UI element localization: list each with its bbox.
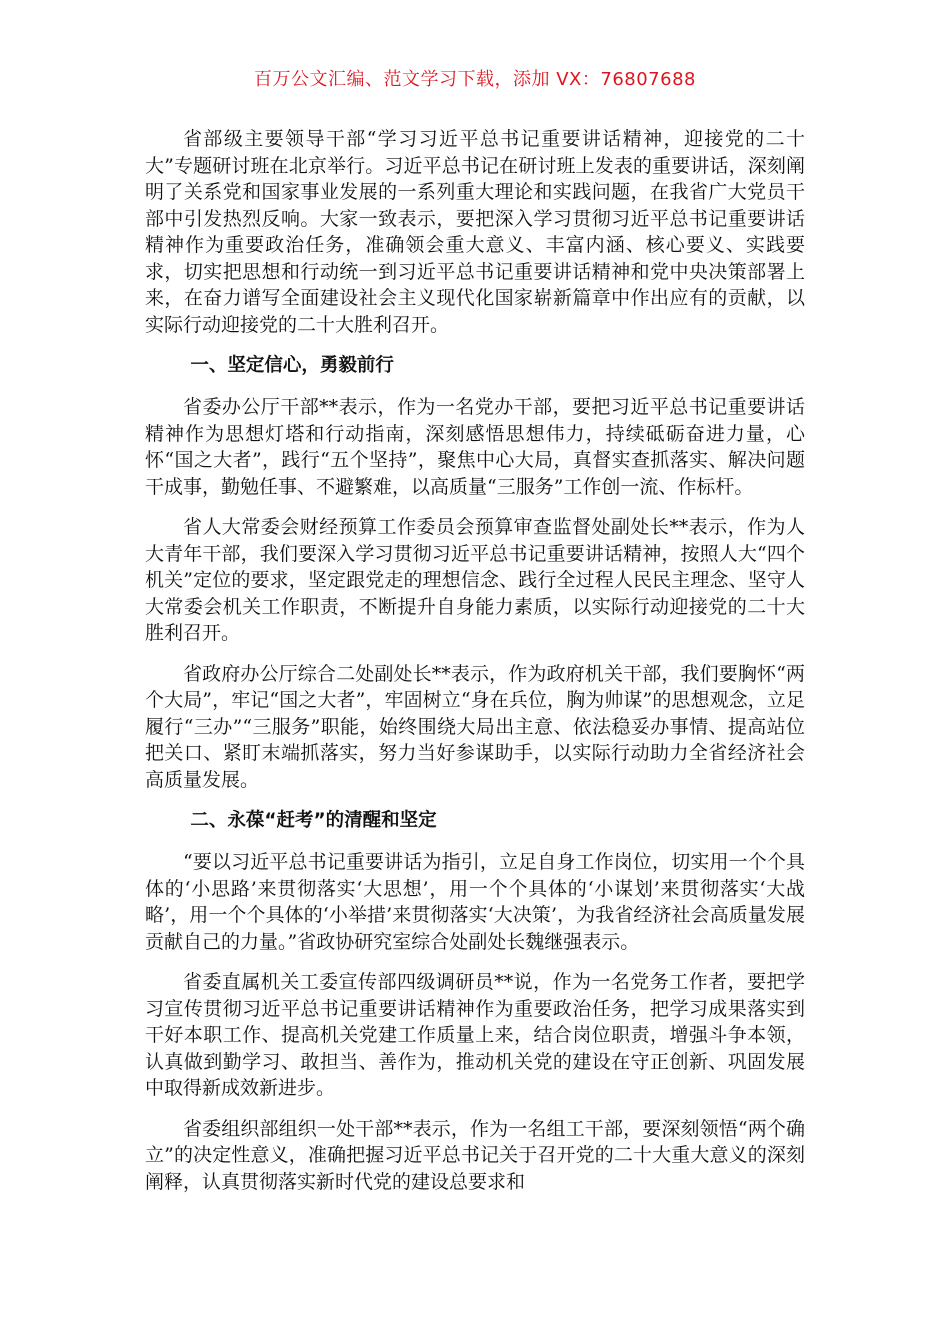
section-heading-2: 二、永葆“赶考”的清醒和坚定: [190, 810, 437, 831]
paragraph-work-committee: 省委直属机关工委宣传部四级调研员**说，作为一名党务工作者，要把学习宣传贯彻习近平总书记重要讲话精神作为重要政治任务，把学习成果落实到干好本职工作、提高机关党建工作质量上来，结合岗位职责，增强斗争本领，认真做到勤学习、敢担当、善作为，推动机关党的建设在守正创新、巩固发展中取得新成效新进步。: [145, 971, 805, 1099]
paragraph-provincial-office: 省委办公厅干部**表示，作为一名党办干部，要把习近平总书记重要讲话精神作为思想灯塔和行动指南，深刻感悟思想伟力，持续砥砺奋进力量，心怀“国之大者”，践行“五个坚持”，聚焦中心大局，真督实查抓落实、解决问题干成事，勤勉任事、不避繁难，以高质量“三服务”工作创一流、作标杆。: [145, 396, 805, 498]
document-body: [145, 126, 805, 1209]
paragraph-organization-dept: 省委组织部组织一处干部**表示，作为一名组工干部，要深刻领悟“两个确立”的决定性意义，准确把握习近平总书记关于召开党的二十大重大意义的深刻阐释，认真贯彻落实新时代党的建设总要求和: [145, 1117, 805, 1193]
watermark-banner: 百万公文汇编、范文学习下载，添加 VX：76807688: [254, 69, 696, 90]
paragraph-government-office: 省政府办公厅综合二处副处长**表示，作为政府机关干部，我们要胸怀“两个大局”，牢记“国之大者”，牢固树立“身在兵位，胸为帅谋”的思想观念，立足履行“三办”“三服务”职能，始终围绕大局出主意、依法稳妥办事情、提高站位把关口、紧盯末端抓落实，努力当好参谋助手，以实际行动助力全省经济社会高质量发展。: [145, 662, 805, 791]
paragraph-quote: “要以习近平总书记重要讲话为指引，立足自身工作岗位，切实用一个个具体的‘小思路’来贯彻落实‘大思想’，用一个个具体的‘小谋划’来贯彻落实‘大战略’，用一个个具体的‘小举措’来贯彻落实‘大决策’，为我省经济社会高质量发展贡献自己的力量。”省政协研究室综合处副处长魏继强表示。: [145, 851, 805, 953]
intro-paragraph: 省部级主要领导干部“学习习近平总书记重要讲话精神，迎接党的二十大”专题研讨班在北京举行。习近平总书记在研讨班上发表的重要讲话，深刻阐明了关系党和国家事业发展的一系列重大理论和实践问题，在我省广大党员干部中引发热烈反响。大家一致表示，要把深入学习贯彻习近平总书记重要讲话精神作为重要政治任务，准确领会重大意义、丰富内涵、核心要义、实践要求，切实把思想和行动统一到习近平总书记重要讲话精神和党中央决策部署上来，在奋力谱写全面建设社会主义现代化国家崭新篇章中作出应有的贡献，以实际行动迎接党的二十大胜利召开。: [145, 128, 805, 336]
paragraph-npc-budget: 省人大常委会财经预算工作委员会预算审查监督处副处长**表示，作为人大青年干部，我们要深入学习贯彻习近平总书记重要讲话精神，按照人大“四个机关”定位的要求，坚定跟党走的理想信念、践行全过程人民民主理念、坚守人大常委会机关工作职责，不断提升自身能力素质，以实际行动迎接党的二十大胜利召开。: [145, 516, 805, 644]
section-heading-1: 一、坚定信心，勇毅前行: [190, 355, 394, 376]
